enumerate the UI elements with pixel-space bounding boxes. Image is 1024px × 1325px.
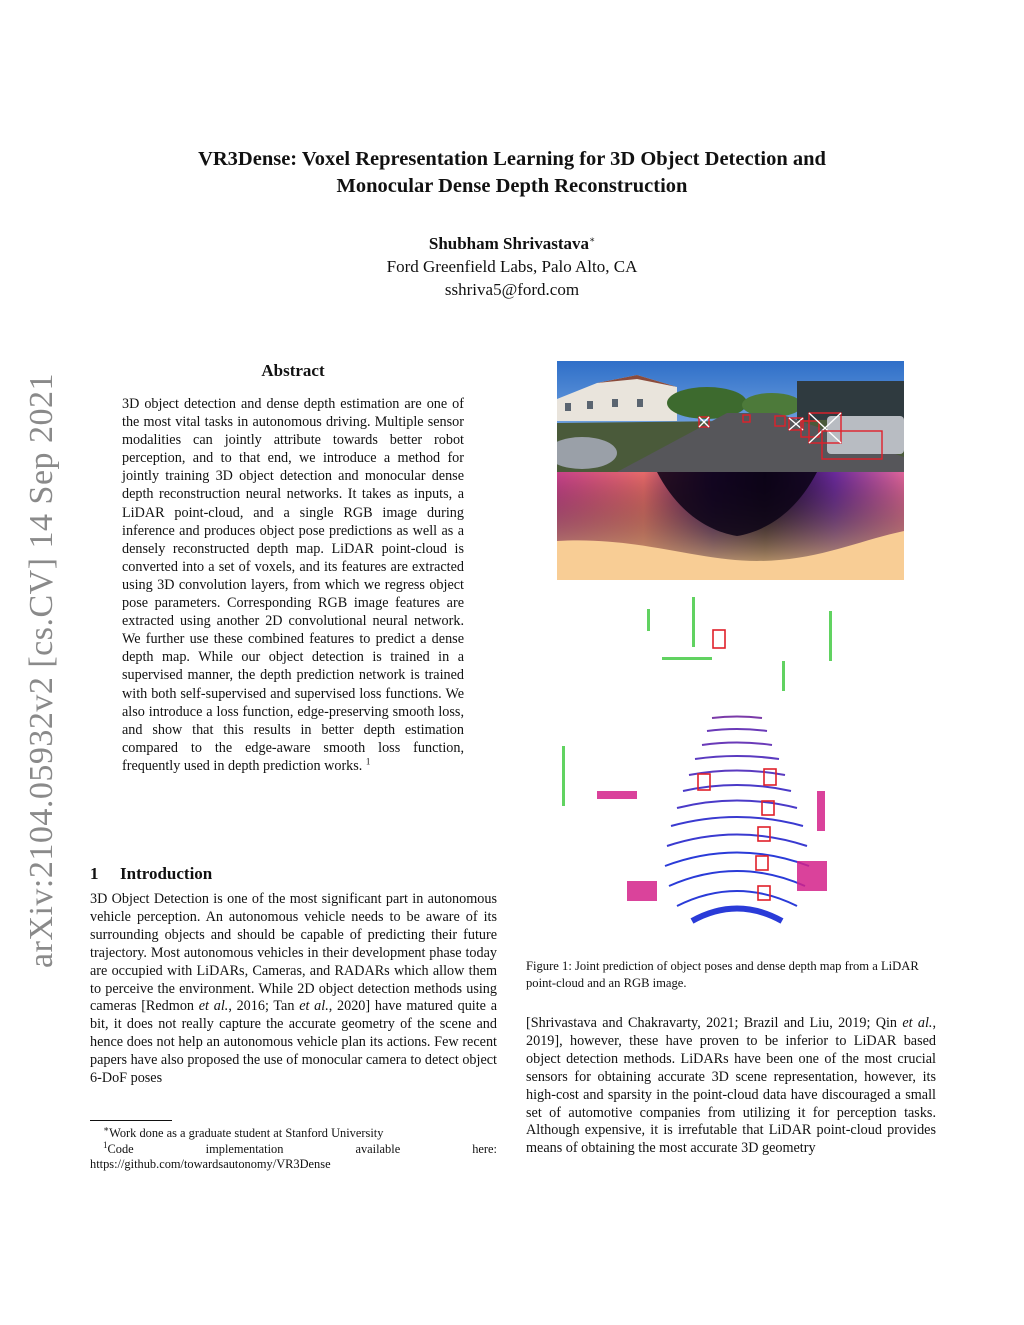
figure-1-caption: Figure 1: Joint prediction of object poses and dense depth map from a LiDAR point-cloud and an RGB image. xyxy=(526,959,919,990)
footnote-2 xyxy=(90,1139,497,1173)
intro-text-4: [Shrivastava and Chakravarty, 2021; Brazil and Liu, 2019; Qin xyxy=(526,1015,903,1031)
intro-text-5: , 2019], however, these have proven to be inferior to LiDAR based object detection methods. LiDARs have been one of the most crucial sensors for obtaining accurate 3D scene representation, however, its high-cost and sparsity in the point-cloud data have discouraged a small set of automotive companies from utilizing it for perception tasks. Although expensive, it is irrefutable that LiDAR point-cloud provides means of obtaining the most accurate 3D geometry xyxy=(526,1015,936,1157)
intro-etal-3: et al. xyxy=(902,1015,933,1031)
author-affiliation: Ford Greenfield Labs, Palo Alto, CA xyxy=(386,257,638,276)
author-footnote-mark: ∗ xyxy=(589,234,596,245)
arxiv-stamp: arXiv:2104.05932v2 [cs.CV] 14 Sep 2021 xyxy=(23,372,60,968)
bev-boxes xyxy=(698,630,776,900)
author-block xyxy=(0,232,1024,301)
intro-etal-1: et al. xyxy=(198,998,229,1015)
rgb-image xyxy=(557,361,904,472)
intro-left-column xyxy=(90,891,497,1088)
footnotes xyxy=(90,1123,497,1173)
section-number: 1 xyxy=(90,864,99,883)
abstract-text xyxy=(122,395,464,775)
abstract-body: 3D object detection and dense depth estimation are one of the most vital tasks in autonomous driving. Multiple sensor modalities can jointly attribute towards better robot perception, and to that end, we introduce a method for jointly training 3D object detection and monocular dense depth reconstruction neural networks. It takes as inputs, a LiDAR point-cloud, and a single RGB image during inference and produces object pose predictions as well as a densely reconstructed depth map. LiDAR point-cloud is converted into a set of voxels, and its features are extracted using 3D convolution layers, from which we regress object pose parameters. Corresponding RGB image features are extracted using another 2D convolutional neural network. We further use these combined features to predict a dense depth map. While our object detection is trained in a supervised manner, the depth prediction network is trained with both self-supervised and supervised loss functions. We also introduce a loss function, edge-preserving smooth loss, and show that this results in better depth estimation compared to the edge-aware smooth loss function, frequently used in depth prediction works. xyxy=(122,396,464,774)
intro-text-2: , 2016; Tan xyxy=(228,998,300,1015)
section-heading-introduction xyxy=(90,864,212,884)
intro-text-1: 3D Object Detection is one of the most significant part in autonomous vehicle perception. An autonomous vehicle needs to be aware of its surrounding objects and should be capable of predicting their future trajectory. Most autonomous vehicles in their development phase today are occupied with LiDARs, Cameras, and RADARs which allow them to perceive the environment. While 2D object detection methods using cameras [Redmon xyxy=(90,891,497,1015)
lidar-bev xyxy=(562,597,832,921)
abstract-heading: Abstract xyxy=(261,361,325,380)
title-line-1: VR3Dense: Voxel Representation Learning for 3D Object Detection and xyxy=(198,148,826,170)
footnote-1 xyxy=(90,1123,497,1142)
abstract-footnote-mark: 1 xyxy=(365,756,371,767)
footnote-2-text: Code implementation available here: https://github.com/towardsautonomy/VR3Dense xyxy=(90,1141,497,1172)
intro-right-column xyxy=(526,1015,936,1158)
figure-1 xyxy=(557,361,904,956)
footnote-rule xyxy=(90,1120,172,1121)
figure-1-graphic xyxy=(557,361,904,951)
intro-etal-2: et al. xyxy=(299,998,329,1015)
footnote-1-text: Work done as a graduate student at Stanford University xyxy=(109,1126,384,1140)
footnote-1-mark: ∗ xyxy=(103,1123,110,1134)
intro-text-3: , 2020] have matured quite a bit, it does not really capture the accurate geometry of the scene and hence does not help an autonomous vehicle plan its actions. Few recent papers have also proposed the use of monocular camera to detect object 6-DoF poses xyxy=(90,998,497,1087)
footnote-2-mark: 1 xyxy=(103,1139,108,1150)
section-title: Introduction xyxy=(120,864,213,883)
depth-map xyxy=(557,472,904,580)
author-name: Shubham Shrivastava xyxy=(428,234,589,253)
author-email: sshriva5@ford.com xyxy=(444,280,580,299)
paper-title xyxy=(0,146,1024,200)
title-line-2: Monocular Dense Depth Reconstruction xyxy=(336,175,688,197)
